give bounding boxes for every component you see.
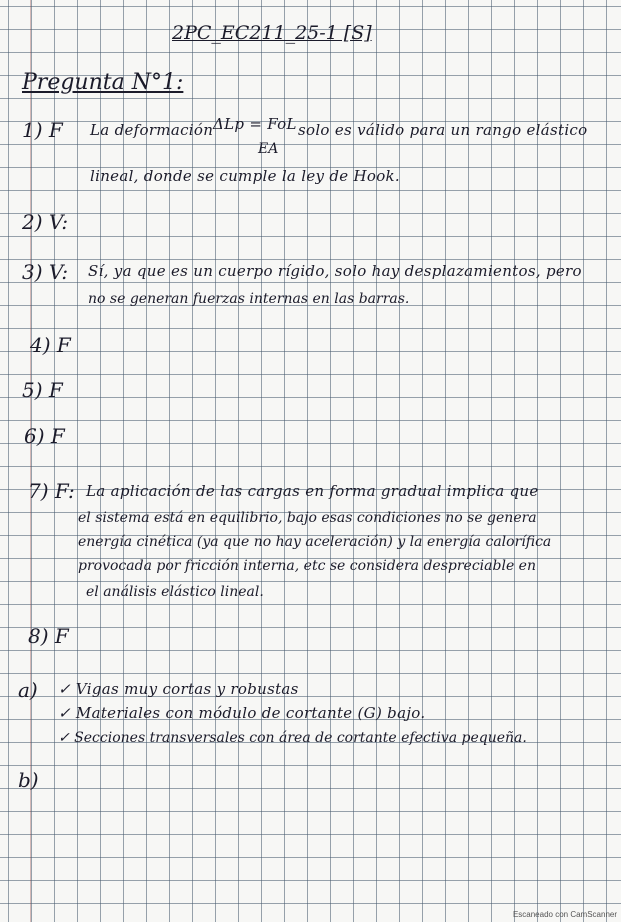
- item-7-text-3: energía cinética (ya que no hay aceleración) y la energía calorífica: [78, 534, 552, 550]
- item-1-formula: ΔLp = FoL: [213, 115, 297, 133]
- item-1-text-b: solo es válido para un rango elástico: [298, 121, 588, 139]
- item-a-line-3: ✓ Secciones transversales con área de cortante efectiva pequeña.: [58, 730, 527, 746]
- item-5-number: 5) F: [22, 378, 63, 402]
- item-1-formula-denominator: EA: [258, 141, 279, 157]
- item-a-line-1: ✓ Vigas muy cortas y robustas: [58, 680, 299, 698]
- item-2-number: 2) V:: [22, 210, 69, 234]
- item-1-text-a: La deformación: [90, 121, 214, 139]
- item-7-text-5: el análisis elástico lineal.: [86, 584, 264, 600]
- item-4-number: 4) F: [30, 333, 71, 357]
- item-3-text-a: Sí, ya que es un cuerpo rígido, solo hay desplazamientos, pero: [88, 262, 582, 280]
- question-heading: Pregunta N°1:: [22, 70, 184, 95]
- item-3-text-b: no se generan fuerzas internas en las barras.: [88, 291, 410, 307]
- item-a-line-2: ✓ Materiales con módulo de cortante (G) bajo.: [58, 704, 426, 722]
- item-7-text-1: La aplicación de las cargas en forma gradual implica que: [86, 482, 539, 500]
- item-a-label: a): [18, 678, 38, 702]
- item-b-label: b): [18, 768, 39, 792]
- item-3-number: 3) V:: [22, 260, 69, 284]
- item-7-text-4: provocada por fricción interna, etc se considera despreciable en: [78, 558, 536, 574]
- item-6-number: 6) F: [24, 424, 65, 448]
- item-8-number: 8) F: [28, 624, 69, 648]
- page-title: 2PC_EC211_25-1 [S]: [172, 22, 372, 44]
- item-7-text-2: el sistema está en equilibrio, bajo esas condiciones no se genera: [78, 510, 537, 526]
- scanner-watermark: Escaneado con CamScanner: [512, 910, 617, 919]
- item-1-number: 1) F: [22, 118, 63, 142]
- item-7-number: 7) F:: [28, 479, 75, 503]
- item-1-text-c: lineal, donde se cumple la ley de Hook.: [90, 167, 400, 185]
